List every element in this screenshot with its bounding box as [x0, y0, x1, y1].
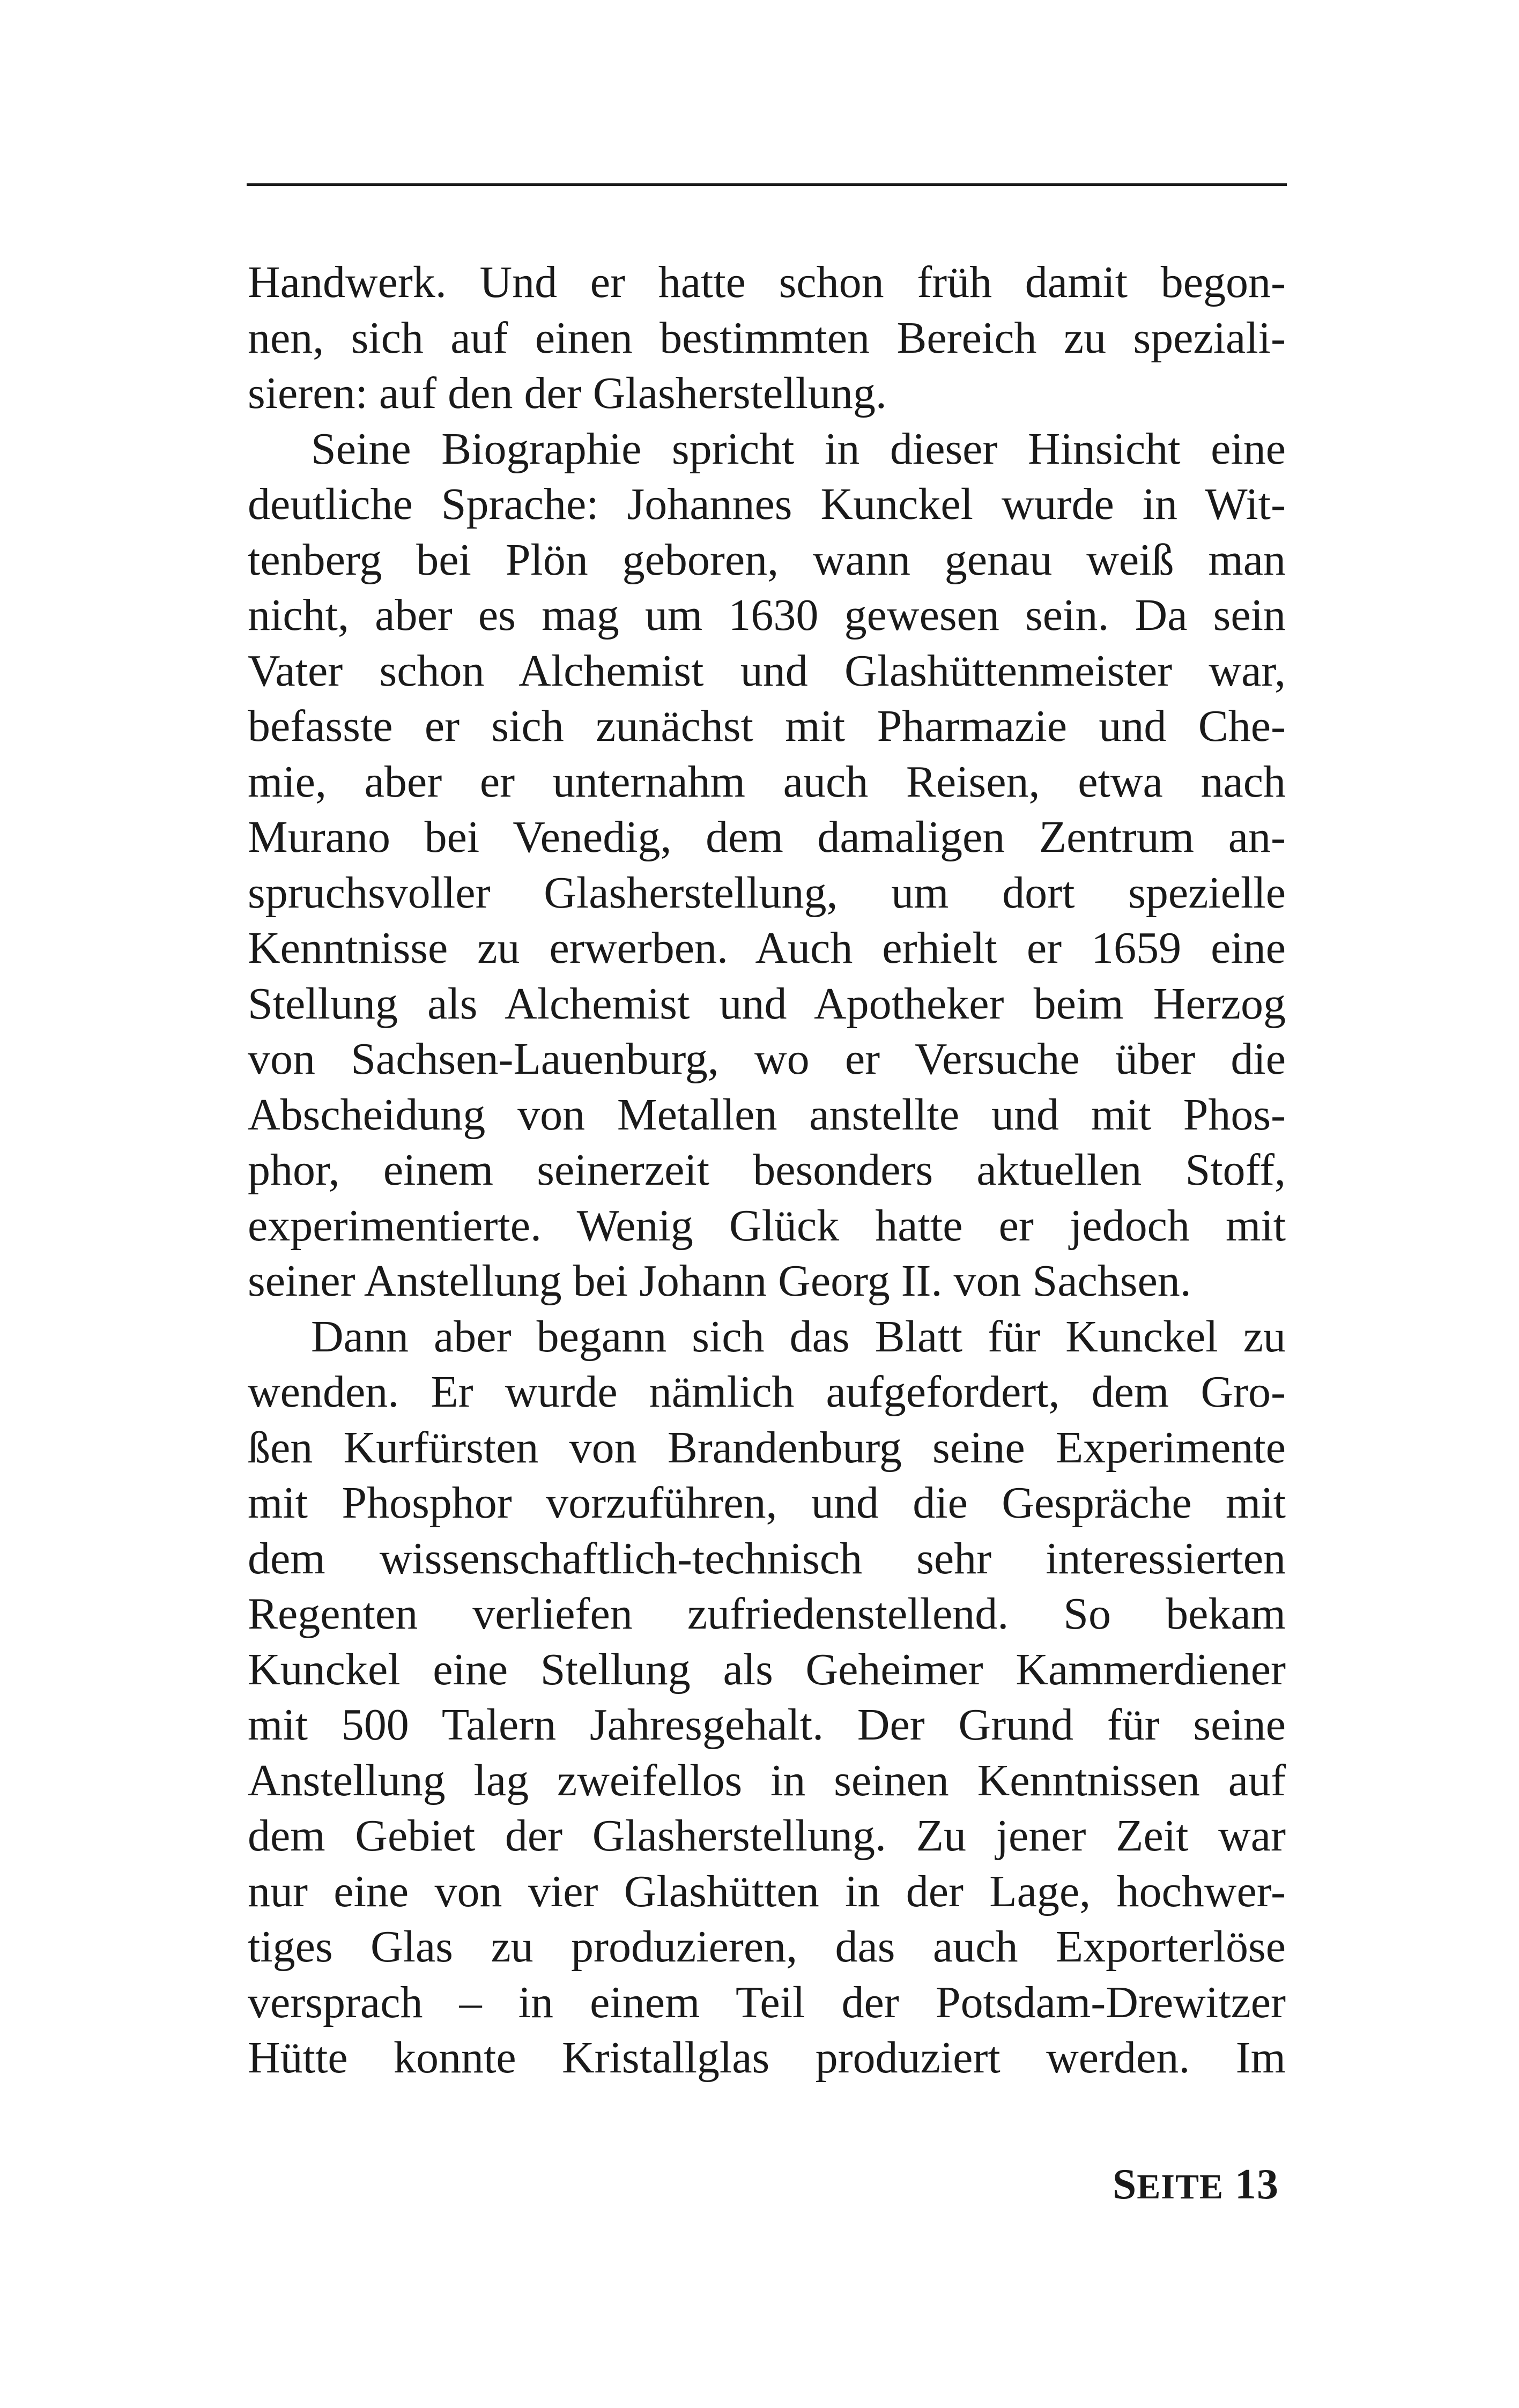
- text-line: befasste er sich zunächst mit Pharmazie und Che-: [248, 701, 1286, 751]
- text-line: nen, sich auf einen bestimmten Bereich zu speziali-: [248, 313, 1286, 363]
- text-line: tenberg bei Plön geboren, wann genau weiß man: [248, 534, 1286, 585]
- text-line: phor, einem seinerzeit besonders aktuellen Stoff,: [248, 1145, 1286, 1195]
- text-line: dem Gebiet der Glasherstellung. Zu jener Zeit war: [248, 1811, 1286, 1861]
- text-line: ßen Kurfürsten von Brandenburg seine Experimente: [248, 1422, 1286, 1473]
- text-line: dem wissenschaftlich-technisch sehr interessierten: [248, 1533, 1286, 1584]
- text-line: Stellung als Alchemist und Apotheker beim Herzog: [248, 978, 1286, 1029]
- text-line: mie, aber er unternahm auch Reisen, etwa nach: [248, 756, 1286, 807]
- text-line: Abscheidung von Metallen anstellte und mit Phos-: [248, 1089, 1286, 1140]
- text-line: mit Phosphor vorzuführen, und die Gespräche mit: [248, 1478, 1286, 1528]
- text-line: von Sachsen-Lauenburg, wo er Versuche über die: [248, 1034, 1286, 1084]
- text-line: deutliche Sprache: Johannes Kunckel wurde in Wit-: [248, 479, 1286, 529]
- text-line: sieren: auf den der Glasherstellung.: [248, 368, 887, 418]
- footer-label-rest: EITE: [1137, 2167, 1224, 2206]
- text-line: Handwerk. Und er hatte schon früh damit begon-: [248, 257, 1286, 307]
- text-line: Murano bei Venedig, dem damaligen Zentrum an-: [248, 812, 1286, 862]
- text-line: mit 500 Talern Jahresgehalt. Der Grund für seine: [248, 1700, 1286, 1750]
- text-line: spruchsvoller Glasherstellung, um dort spezielle: [248, 867, 1286, 918]
- text-line: Kenntnisse zu erwerben. Auch erhielt er 1659 eine: [248, 923, 1286, 973]
- text-line: Seine Biographie spricht in dieser Hinsicht eine: [311, 423, 1286, 474]
- page-footer: [1113, 2160, 1279, 2209]
- text-line: wenden. Er wurde nämlich aufgefordert, dem Gro-: [248, 1367, 1286, 1417]
- text-line: Anstellung lag zweifellos in seinen Kenntnissen auf: [248, 1755, 1286, 1805]
- text-line: Vater schon Alchemist und Glashüttenmeister war,: [248, 645, 1286, 696]
- body-text: [248, 255, 1286, 2086]
- text-line: Kunckel eine Stellung als Geheimer Kammerdiener: [248, 1644, 1286, 1694]
- text-line: nicht, aber es mag um 1630 gewesen sein. Da sein: [248, 590, 1286, 640]
- text-line: Hütte konnte Kristallglas produziert werden. Im: [248, 2033, 1286, 2083]
- text-line: Regenten verliefen zufriedenstellend. So bekam: [248, 1589, 1286, 1639]
- text-line: Dann aber begann sich das Blatt für Kunckel zu: [311, 1311, 1286, 1362]
- text-line: tiges Glas zu produzieren, das auch Exporterlöse: [248, 1922, 1286, 1972]
- header-rule: [247, 183, 1287, 186]
- text-line: experimentierte. Wenig Glück hatte er jedoch mit: [248, 1200, 1286, 1251]
- text-line: seiner Anstellung bei Johann Georg II. von Sachsen.: [248, 1256, 1191, 1306]
- footer-label-initial: S: [1112, 2161, 1137, 2208]
- page-number: 13: [1235, 2161, 1279, 2208]
- text-line: nur eine von vier Glashütten in der Lage, hochwer-: [248, 1866, 1286, 1916]
- text-line: versprach – in einem Teil der Potsdam-Drewitzer: [248, 1977, 1286, 2027]
